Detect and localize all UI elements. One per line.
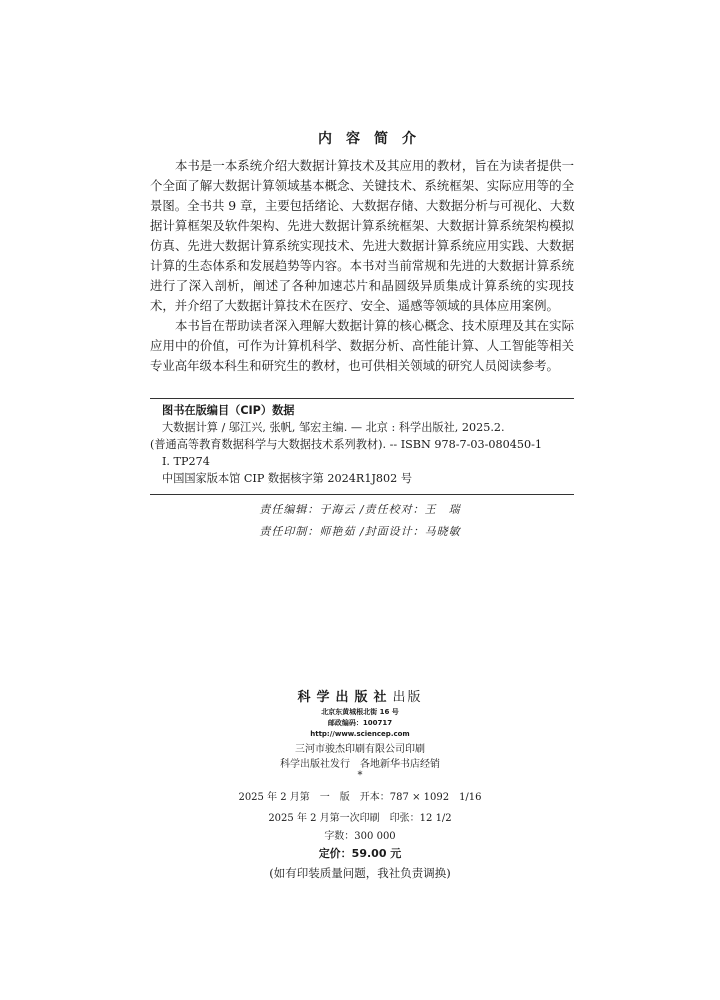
summary-line: 计算的生态体系和发展趋势等内容。本书对当前常规和先进的大数据计算系统 xyxy=(150,258,574,273)
cip-line: 大数据计算 / 邬江兴, 张帆, 邹宏主编. — 北京 : 科学出版社, 2025.2. xyxy=(162,421,505,434)
publisher-address: 北京东黄城根北街 16 号 xyxy=(321,708,399,716)
summary-line: 个全面了解大数据计算领域基本概念、关键技术、系统框架、实际应用等的全 xyxy=(150,178,574,193)
publisher-block xyxy=(0,686,720,882)
cip-block xyxy=(150,402,574,487)
editor-line: 责任编辑：于海云 /责任校对：王 瑞 xyxy=(259,503,461,516)
divider-top xyxy=(150,398,574,399)
separator-star: * xyxy=(357,770,363,781)
price: 定价：59.00 元 xyxy=(318,847,402,860)
printer-info: 三河市骏杰印刷有限公司印刷 xyxy=(295,744,425,755)
book-summary xyxy=(150,156,574,376)
cip-line: 中国国家版本馆 CIP 数据核字第 2024R1J802 号 xyxy=(162,472,413,485)
summary-line: 术，并介绍了大数据计算技术在医疗、安全、遥感等领域的具体应用案例。 xyxy=(150,298,559,313)
cip-line: Ⅰ. TP274 xyxy=(162,455,210,468)
word-count: 字数：300 000 xyxy=(324,831,396,842)
publisher-name-text: 科学出版社 xyxy=(297,690,393,705)
summary-line: 本书旨在帮助读者深入理解大数据计算的核心概念、技术原理及其在实际 xyxy=(150,318,574,333)
edition-info: 2025 年 2 月第 一 版 开本：787 × 1092 1/16 xyxy=(238,792,482,803)
publisher-url: http://www.sciencep.com xyxy=(310,730,410,738)
editor-line: 责任印制：师艳茹 /封面设计：马晓敏 xyxy=(259,525,461,538)
cip-header: 图书在版编目（CIP）数据 xyxy=(162,404,295,417)
printing-info: 2025 年 2 月第一次印刷 印张：12 1/2 xyxy=(268,813,452,824)
quality-notice: (如有印装质量问题，我社负责调换) xyxy=(269,866,451,880)
editors-block xyxy=(0,499,720,543)
summary-line: 专业高年级本科生和研究生的教材，也可供相关领域的研究人员阅读参考。 xyxy=(150,358,559,373)
summary-line: 据计算框架及软件架构、先进大数据计算系统框架、大数据计算系统架构模拟 xyxy=(150,218,574,233)
summary-line: 仿真、先进大数据计算系统实现技术、先进大数据计算系统应用实践、大数据 xyxy=(150,238,574,253)
summary-line: 景图。全书共 9 章，主要包括绪论、大数据存储、大数据分析与可视化、大数 xyxy=(150,198,575,213)
summary-line: 本书是一本系统介绍大数据计算技术及其应用的教材，旨在为读者提供一 xyxy=(150,158,574,173)
page-title: 内容简介 xyxy=(318,131,430,147)
divider-bottom xyxy=(150,494,574,495)
publisher-name xyxy=(0,686,720,705)
summary-line: 进行了深入剖析，阐述了各种加速芯片和晶圆级异质集成计算系统的实现技 xyxy=(150,278,574,293)
distribution-info: 科学出版社发行 各地新华书店经销 xyxy=(280,759,440,770)
publisher-suffix: 出版 xyxy=(392,690,423,705)
cip-line: (普通高等教育数据科学与大数据技术系列教材). -- ISBN 978-7-03-080450-1 xyxy=(150,438,543,451)
publisher-postcode: 邮政编码：100717 xyxy=(327,719,393,727)
summary-line: 应用中的价值，可作为计算机科学、数据分析、高性能计算、人工智能等相关 xyxy=(150,338,574,353)
